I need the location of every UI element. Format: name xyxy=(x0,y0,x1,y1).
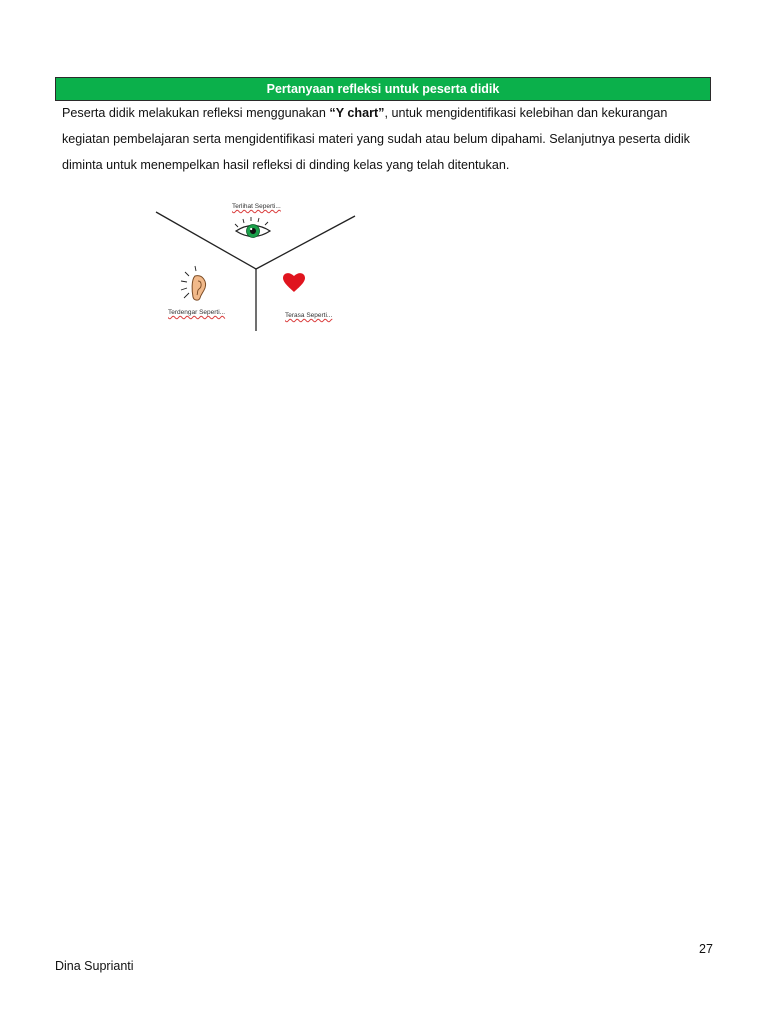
feel-label: Terasa Seperti... xyxy=(285,312,333,319)
author-name: Dina Suprianti xyxy=(55,959,134,973)
y-chart-right-arm xyxy=(256,216,355,269)
section-header xyxy=(55,77,711,101)
ear-icon xyxy=(181,266,206,300)
hear-label: Terdengar Seperti... xyxy=(168,309,226,316)
body-paragraph xyxy=(62,100,712,178)
page-number: 27 xyxy=(699,942,713,956)
y-chart-diagram xyxy=(150,200,365,335)
eye-icon xyxy=(235,217,270,238)
section-header-title: Pertanyaan refleksi untuk peserta didik xyxy=(266,82,500,96)
paragraph-text-before: Peserta didik melakukan refleksi menggunakan xyxy=(62,106,330,120)
heart-icon xyxy=(283,273,305,292)
y-chart-left-arm xyxy=(156,212,256,269)
see-label: Terlihat Seperti... xyxy=(232,203,281,210)
paragraph-text-after: , untuk mengidentifikasi kelebihan dan kekurangan kegiatan pembelajaran serta mengidentifikasi materi yang sudah atau belum dipahami. Selanjutnya peserta didik diminta untuk menempelkan hasil refleksi di dinding kelas yang telah ditentukan. xyxy=(62,106,690,172)
paragraph-emphasis: “Y chart” xyxy=(329,106,385,120)
